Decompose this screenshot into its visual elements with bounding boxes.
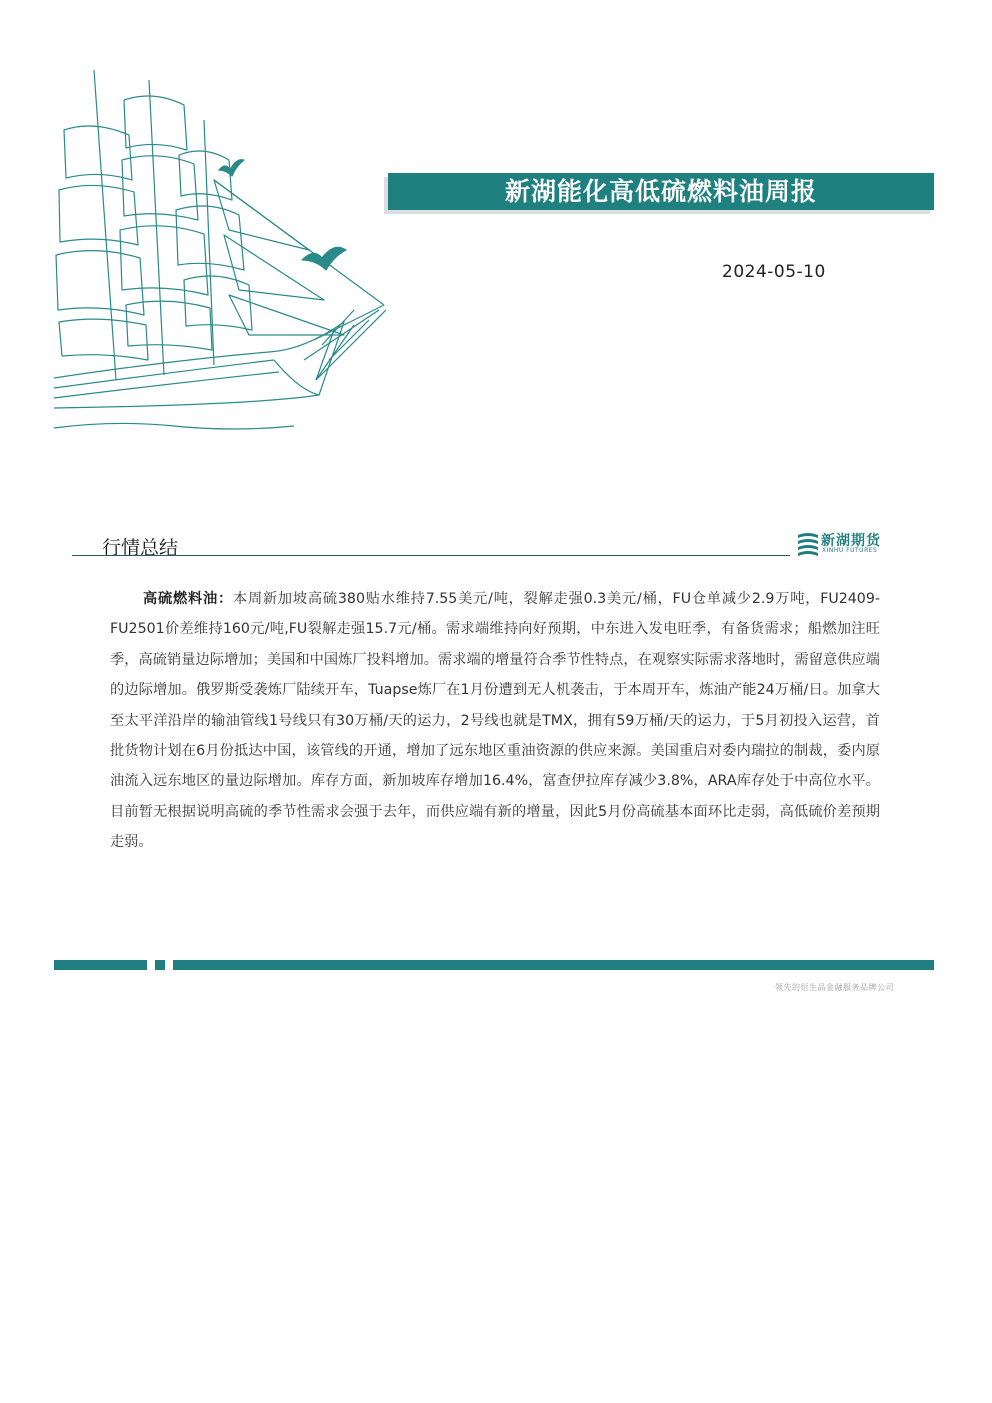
section-title: 行情总结 (102, 537, 179, 559)
xinhu-wave-logo-icon (796, 531, 820, 557)
report-date: 2024-05-10 (722, 262, 826, 282)
report-title: 新湖能化高低硫燃料油周报 (388, 173, 934, 210)
logo-english: XINHU FUTURES (822, 547, 878, 554)
section-divider (72, 555, 790, 556)
footer-slogan: 领先的衍生品金融服务品牌公司 (775, 983, 894, 992)
footer-bar-left (54, 960, 147, 970)
footer-bar-middle (155, 960, 165, 970)
footer-bar-right (173, 960, 934, 970)
market-summary-paragraph (110, 584, 880, 858)
xinhu-futures-logo (796, 530, 896, 558)
paragraph-text: 本周新加坡高硫380贴水维持7.55美元/吨，裂解走强0.3美元/桶，FU仓单减少2.9万吨，FU2409-FU2501价差维持160元/吨,FU裂解走强15.7元/桶。需求端维持向好预期，中东进入发电旺季，有备货需求；船燃加注旺季，高硫销量边际增加；美国和中国炼厂投料增加。需求端的增量符合季节性特点，在观察实际需求落地时，需留意供应端的边际增加。俄罗斯受袭炼厂陆续开车，Tuapse炼厂在1月份遭到无人机袭击，于本周开车，炼油产能24万桶/日。加拿大至太平洋沿岸的输油管线1号线只有30万桶/天的运力，2号线也就是TMX，拥有59万桶/天的运力，于5月初投入运营，首批货物计划在6月份抵达中国，该管线的开通，增加了远东地区重油资源的供应来源。美国重启对委内瑞拉的制裁，委内原油流入远东地区的量边际增加。库存方面，新加坡库存增加16.4%，富查伊拉库存减少3.8%，ARA库存处于中高位水平。目前暂无根据说明高硫的季节性需求会强于去年，而供应端有新的增量，因此5月份高硫基本面环比走弱，高低硫价差预期走弱。 (110, 591, 880, 851)
sailing-ship-with-seagulls-icon (54, 60, 394, 430)
logo-name: 新湖期货 (821, 533, 881, 549)
paragraph-lead: 高硫燃料油： (143, 591, 233, 607)
